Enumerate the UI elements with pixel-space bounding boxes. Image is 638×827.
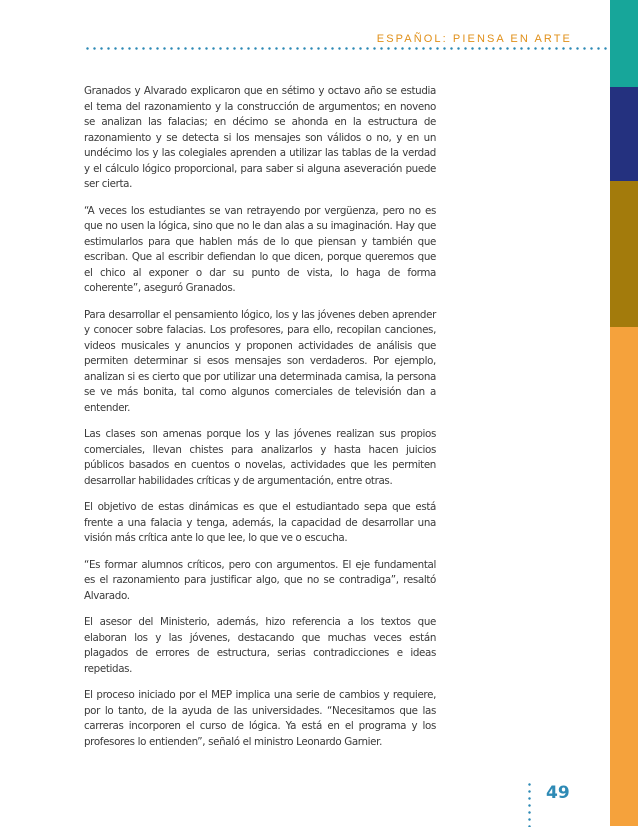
header-dotted-rule <box>84 47 608 50</box>
article-paragraph: El proceso iniciado por el MEP implica una serie de cambios y requiere, por lo tanto, de la ayuda de las universidades. “Necesitamos que las carreras incorporen el curso de lógica. Ya está en el programa y los profesores lo entienden”, señaló el ministro Leonardo Garnier. <box>84 689 436 748</box>
side-color-bar-olive <box>610 181 638 327</box>
article-paragraph: “Es formar alumnos críticos, pero con argumentos. El eje fundamental es el razonamiento para justificar algo, que no se contradiga”, resaltó Alvarado. <box>84 558 436 602</box>
article-body <box>84 84 436 761</box>
article-paragraph: Granados y Alvarado explicaron que en sétimo y octavo año se estudia el tema del razonamiento y la construcción de argumentos; en noveno se analizan las falacias; en décimo se ahonda en la estructura de razonamiento y se detecta si los mensajes son válidos o no, y en un undécimo los y las colegiales aprenden a utilizar las tablas de la verdad y el cálculo lógico proporcional, para saber si alguna aseveración puede ser cierta. <box>84 85 436 190</box>
side-color-bar-orange <box>610 327 638 826</box>
side-color-bar-teal <box>610 0 638 87</box>
article-paragraph: “A veces los estudiantes se van retrayendo por vergüenza, pero no es que no usen la lógica, sino que no le dan alas a su imaginación. Hay que estimularlos para que hablen más de lo que piensan y también que escriban. Que al escribir defiendan lo que dicen, porque queremos que el chico al exponer o dar su punto de vista, lo haga de forma coherente”, aseguró Granados. <box>84 204 436 294</box>
article-paragraph: El objetivo de estas dinámicas es que el estudiantado sepa que está frente a una falacia y tenga, además, la capacidad de desarrollar una visión más crítica ante lo que lee, lo que ve o escucha. <box>84 501 436 544</box>
side-color-bar-navy <box>610 87 638 181</box>
article-paragraph: Para desarrollar el pensamiento lógico, los y las jóvenes deben aprender y conocer sobre falacias. Los profesores, para ello, recopilan canciones, videos musicales y anuncios y proponen actividades de análisis que permiten determinar si esos mensajes son verdaderos. Por ejemplo, analizan si es cierto que por utilizar una determinada camisa, la persona se ve más bonita, tal como algunos comerciales de televisión dan a entender. <box>84 308 436 414</box>
article-paragraph: Las clases son amenas porque los y las jóvenes realizan sus propios comerciales, llevan chistes para analizarlos y hasta hacen juicios públicos basados en cuentos o novelas, actividades que les permiten desarrollar habilidades críticas y de argumentación, entre otras. <box>84 428 436 487</box>
article-paragraph: El asesor del Ministerio, además, hizo referencia a los textos que elaboran los y las jóvenes, destacando que muchas veces están plagados de errores de estructura, serias contradicciones e ideas repetidas. <box>84 616 436 675</box>
footer-dotted-rule <box>528 781 531 827</box>
page-number: 49 <box>546 783 570 803</box>
section-header-title: ESPAÑOL: PIENSA EN ARTE <box>376 33 572 45</box>
